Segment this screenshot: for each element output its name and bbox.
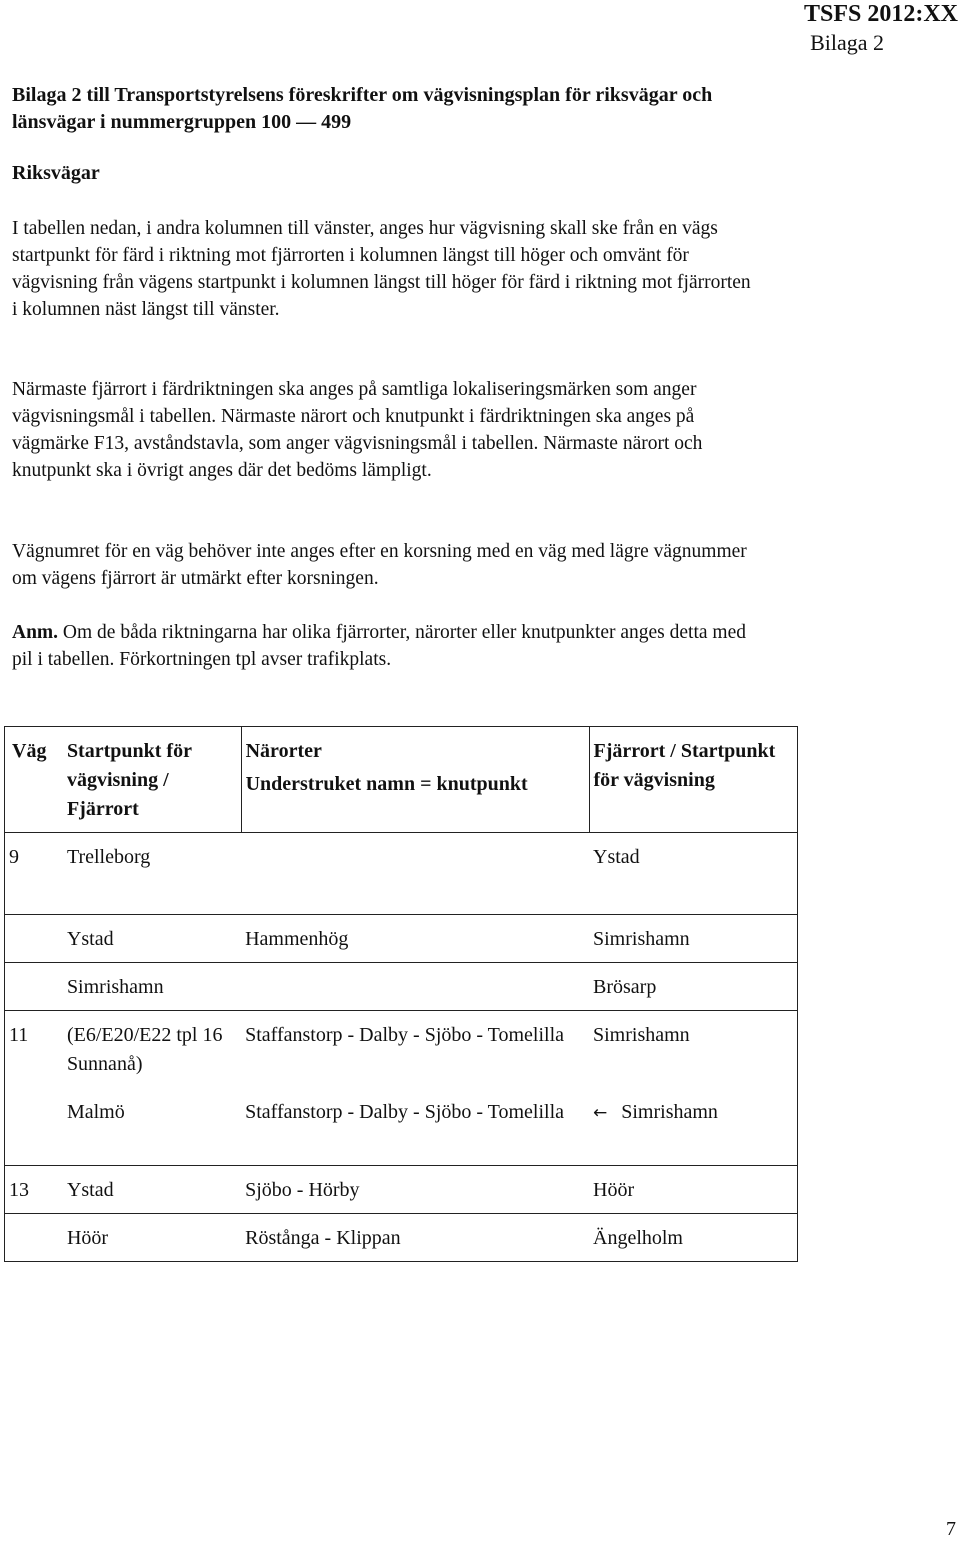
cell-road xyxy=(5,1214,63,1262)
table-row xyxy=(5,1166,798,1214)
header-start: Startpunkt för vägvisning / Fjärrort xyxy=(63,727,241,833)
cell-start: Trelleborg xyxy=(66,846,151,868)
section-heading: Riksvägar xyxy=(12,162,100,184)
cell-road xyxy=(5,915,63,963)
header-near-places xyxy=(241,727,589,833)
cell-road: 13 xyxy=(5,1166,63,1214)
left-arrow-icon: ← xyxy=(593,1102,608,1123)
header-near-places-note: Understruket namn = knutpunkt xyxy=(245,773,528,795)
table-row xyxy=(5,963,798,1011)
header-near-places-title: Närorter xyxy=(245,740,322,762)
note-label: Anm. xyxy=(12,622,59,643)
cell-destination: Ystad xyxy=(589,833,798,915)
table-row xyxy=(5,1214,798,1262)
header-destination: Fjärrort / Startpunkt för vägvisning xyxy=(589,727,798,833)
table-row xyxy=(5,833,798,915)
route-table xyxy=(4,726,798,1262)
table-row xyxy=(5,915,798,963)
cell-near-places: Sjöbo - Hörby xyxy=(241,1166,589,1214)
cell-road: 9 xyxy=(5,833,63,915)
cell-road: 11 xyxy=(5,1011,63,1088)
cell-destination-text: Simrishamn xyxy=(621,1100,718,1123)
note-text: Om de båda riktningarna har olika fjärrorter, närorter eller knutpunkter anges detta med pil i tabellen. Förkortningen tpl avser trafikplats. xyxy=(12,622,746,670)
cell-near-places: Röstånga - Klippan xyxy=(241,1214,589,1262)
cell-destination: Simrishamn xyxy=(589,915,798,963)
table-row xyxy=(5,1088,798,1166)
table-header-row xyxy=(5,727,798,833)
table-row xyxy=(5,1011,798,1088)
cell-near-places: Staffanstorp - Dalby - Sjöbo - Tomelilla xyxy=(241,1011,589,1088)
cell-start: Ystad xyxy=(63,1166,241,1214)
cell-start: Simrishamn xyxy=(63,963,241,1011)
header-road: Väg xyxy=(5,727,63,833)
cell-road xyxy=(5,963,63,1011)
page-number: 7 xyxy=(946,1518,956,1540)
document-title: Bilaga 2 till Transportstyrelsens föreskrifter om vägvisningsplan för riksvägar och länsvägar i nummergruppen 100 — 499 xyxy=(12,84,713,133)
cell-near-places: Staffanstorp - Dalby - Sjöbo - Tomelilla xyxy=(245,1100,565,1123)
cell-near-places: Hammenhög xyxy=(241,915,589,963)
cell-near-places xyxy=(241,963,589,1011)
cell-near-places xyxy=(241,833,589,915)
cell-road xyxy=(5,1088,63,1166)
cell-destination: Ängelholm xyxy=(589,1214,798,1262)
cell-destination: Höör xyxy=(589,1166,798,1214)
paragraph-nearest-places: Närmaste fjärrort i färdriktningen ska anges på samtliga lokaliseringsmärken som anger vägvisningsmål i tabellen. Närmaste närort och knutpunkt i färdriktningen ska anges på vägmärke F13, avståndstavla, som anger vägvisningsmål i tabellen. Närmaste närort och knutpunkt ska i övrigt anges där det bedöms lämpligt. xyxy=(12,379,703,481)
header-appendix: Bilaga 2 xyxy=(810,30,884,55)
cell-start: (E6/E20/E22 tpl 16 Sunnanå) xyxy=(63,1011,241,1088)
cell-destination xyxy=(589,1088,798,1166)
paragraph-intro: I tabellen nedan, i andra kolumnen till vänster, anges hur vägvisning skall ske från en vägs startpunkt för färd i riktning mot fjärrorten i kolumnen längst till höger och omvänt för vägvisning från vägens startpunkt i kolumnen längst till höger för färd i riktning mot fjärrorten i kolumnen näst längst till vänster. xyxy=(12,218,751,320)
cell-destination: Simrishamn xyxy=(589,1011,798,1088)
cell-start: Malmö xyxy=(66,1100,125,1123)
cell-start: Höör xyxy=(63,1214,241,1262)
header-code: TSFS 2012:XX xyxy=(803,1,958,27)
paragraph-note xyxy=(12,619,752,673)
cell-start: Ystad xyxy=(63,915,241,963)
paragraph-road-number: Vägnumret för en väg behöver inte anges efter en korsning med en väg med lägre vägnummer om vägens fjärrort är utmärkt efter korsningen. xyxy=(12,541,747,589)
cell-destination: Brösarp xyxy=(589,963,798,1011)
